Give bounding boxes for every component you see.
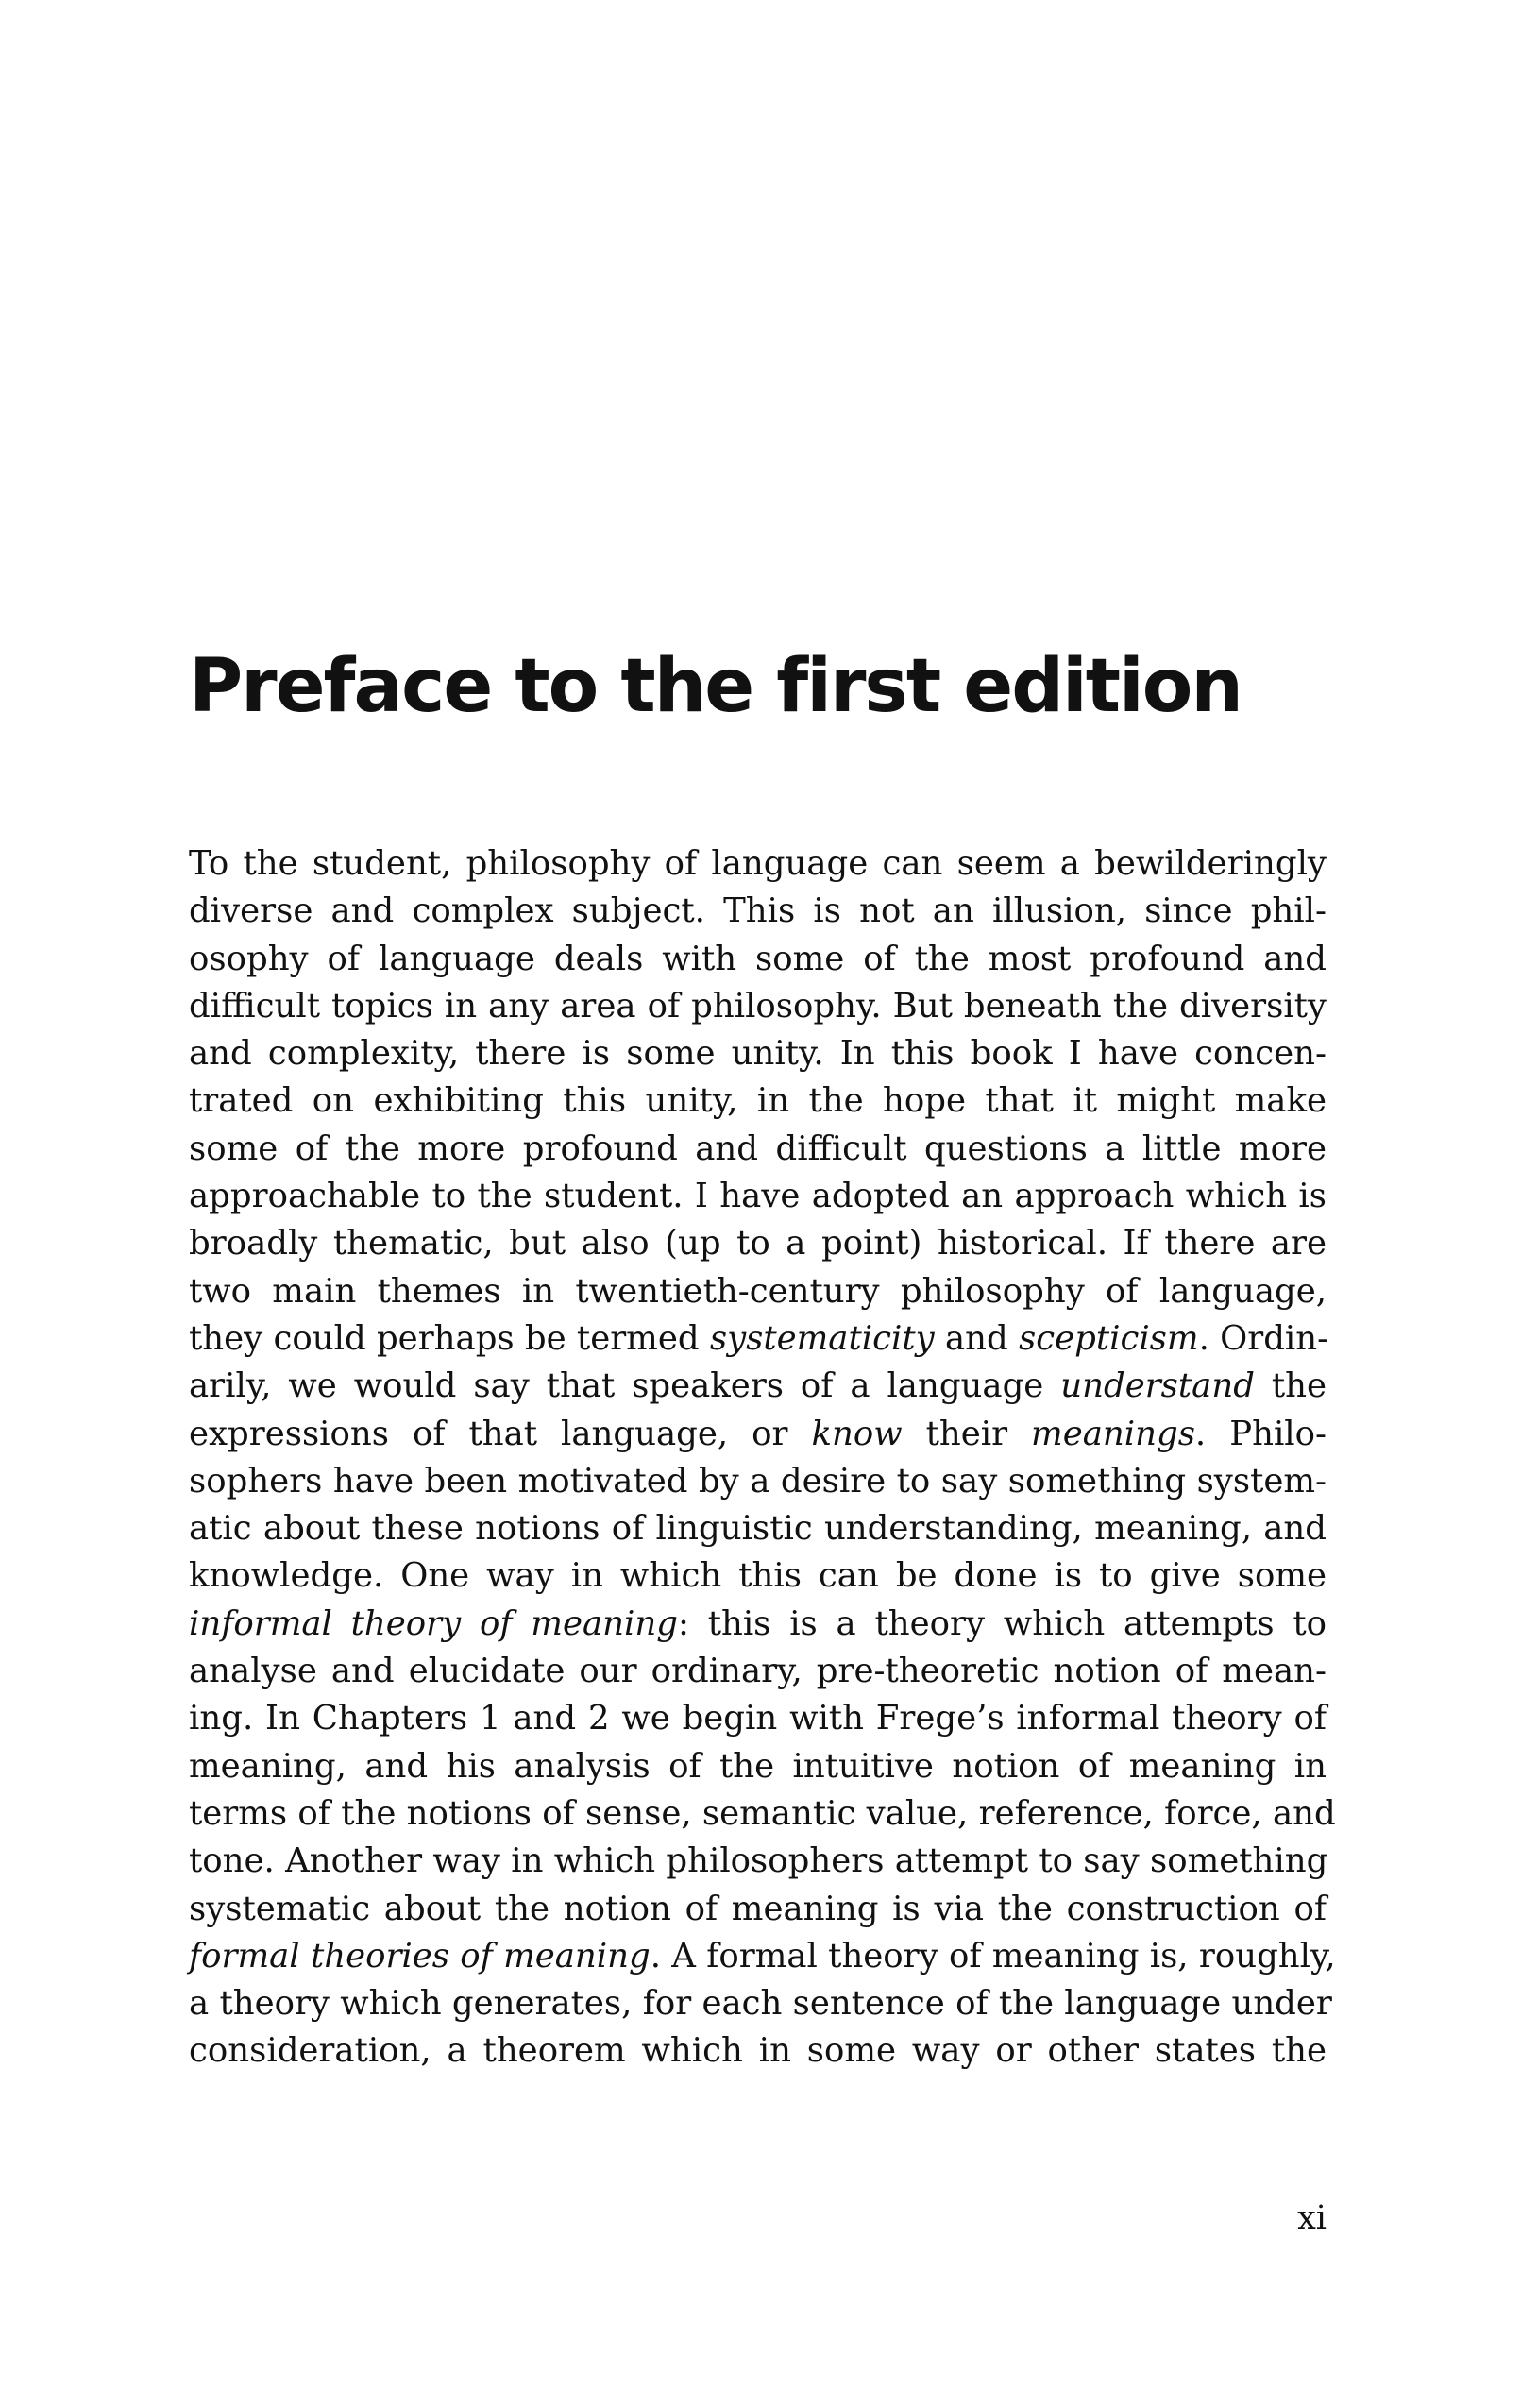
text-segment: consideration, a theorem which in some way or other states the xyxy=(189,2031,1327,2071)
text-line xyxy=(189,1695,1327,1742)
text-segment: . Philo- xyxy=(1194,1414,1327,1453)
text-segment: and xyxy=(934,1318,1019,1358)
text-line xyxy=(189,1173,1327,1220)
text-line xyxy=(189,1077,1327,1125)
text-segment: ing. In Chapters 1 and 2 we begin with Frege’s informal theory of xyxy=(189,1699,1327,1738)
text-segment: two main themes in twentieth-century philosophy of language, xyxy=(189,1271,1327,1311)
text-line xyxy=(189,1315,1327,1363)
text-line xyxy=(189,1980,1332,2027)
text-line xyxy=(189,1220,1327,1267)
text-segment: broadly thematic, but also (up to a point) historical. If there are xyxy=(189,1224,1327,1263)
text-line xyxy=(189,1743,1327,1790)
italic-term: understand xyxy=(1060,1366,1255,1406)
text-line xyxy=(189,2027,1327,2075)
text-segment: some of the more profound and difficult questions a little more xyxy=(189,1128,1327,1168)
text-segment: atic about these notions of linguistic understanding, meaning, and xyxy=(189,1509,1327,1549)
text-segment: sophers have been motivated by a desire to say something system- xyxy=(189,1461,1327,1501)
text-segment: trated on exhibiting this unity, in the hope that it might make xyxy=(189,1081,1327,1121)
italic-term: know xyxy=(811,1414,903,1453)
text-line xyxy=(189,936,1327,983)
text-segment: terms of the notions of sense, semantic value, reference, force, and xyxy=(189,1793,1336,1833)
text-line xyxy=(189,1790,1336,1838)
text-segment: arily, we would say that speakers of a language xyxy=(189,1366,1061,1406)
text-line xyxy=(189,1126,1327,1173)
text-segment: : this is a theory which attempts to xyxy=(677,1603,1327,1643)
text-segment: osophy of language deals with some of the most profound and xyxy=(189,939,1327,978)
text-line xyxy=(189,1838,1327,1885)
italic-term: informal theory of meaning xyxy=(189,1603,678,1643)
text-line xyxy=(189,1411,1327,1458)
text-segment: their xyxy=(902,1414,1032,1453)
text-line xyxy=(189,1505,1327,1552)
text-segment: they could perhaps be termed xyxy=(189,1318,710,1358)
text-line xyxy=(189,1268,1327,1315)
text-segment: knowledge. One way in which this can be done is to give some xyxy=(189,1556,1327,1596)
text-line xyxy=(189,1886,1327,1933)
text-segment: To the student, philosophy of language can seem a bewilderingly xyxy=(189,844,1327,883)
text-line xyxy=(189,888,1327,935)
text-line xyxy=(189,1601,1327,1648)
text-segment: analyse and elucidate our ordinary, pre-theoretic notion of mean- xyxy=(189,1652,1327,1691)
italic-term: formal theories of meaning xyxy=(189,1936,651,1976)
text-segment: . A formal theory of meaning is, roughly, xyxy=(650,1936,1336,1976)
text-segment: approachable to the student. I have adopted an approach which is xyxy=(189,1177,1327,1216)
text-line xyxy=(189,1552,1327,1600)
page-number: xi xyxy=(1297,2199,1327,2237)
text-line xyxy=(189,840,1327,888)
body-text xyxy=(189,840,1336,2076)
text-segment: difficult topics in any area of philosophy. But beneath the diversity xyxy=(189,986,1327,1026)
italic-term: scepticism xyxy=(1018,1318,1199,1358)
text-line xyxy=(189,1648,1327,1695)
chapter-title: Preface to the first edition xyxy=(189,644,1242,729)
text-segment: . Ordin- xyxy=(1198,1318,1329,1358)
italic-term: systematicity xyxy=(709,1318,935,1358)
text-line xyxy=(189,1030,1327,1077)
text-line xyxy=(189,1458,1327,1505)
text-segment: meaning, and his analysis of the intuitive notion of meaning in xyxy=(189,1746,1327,1786)
text-segment: and complexity, there is some unity. In this book I have concen- xyxy=(189,1034,1327,1074)
text-segment: diverse and complex subject. This is not an illusion, since phil- xyxy=(189,891,1327,931)
text-segment: a theory which generates, for each sentence of the language under xyxy=(189,1984,1332,2024)
text-segment: the xyxy=(1254,1366,1327,1406)
text-segment: tone. Another way in which philosophers attempt to say something xyxy=(189,1841,1328,1881)
text-segment: systematic about the notion of meaning is via the construction of xyxy=(189,1889,1327,1928)
text-line xyxy=(189,1933,1336,1980)
text-line xyxy=(189,1363,1327,1410)
text-line xyxy=(189,983,1327,1030)
italic-term: meanings xyxy=(1031,1414,1195,1453)
text-segment: expressions of that language, or xyxy=(189,1414,812,1453)
